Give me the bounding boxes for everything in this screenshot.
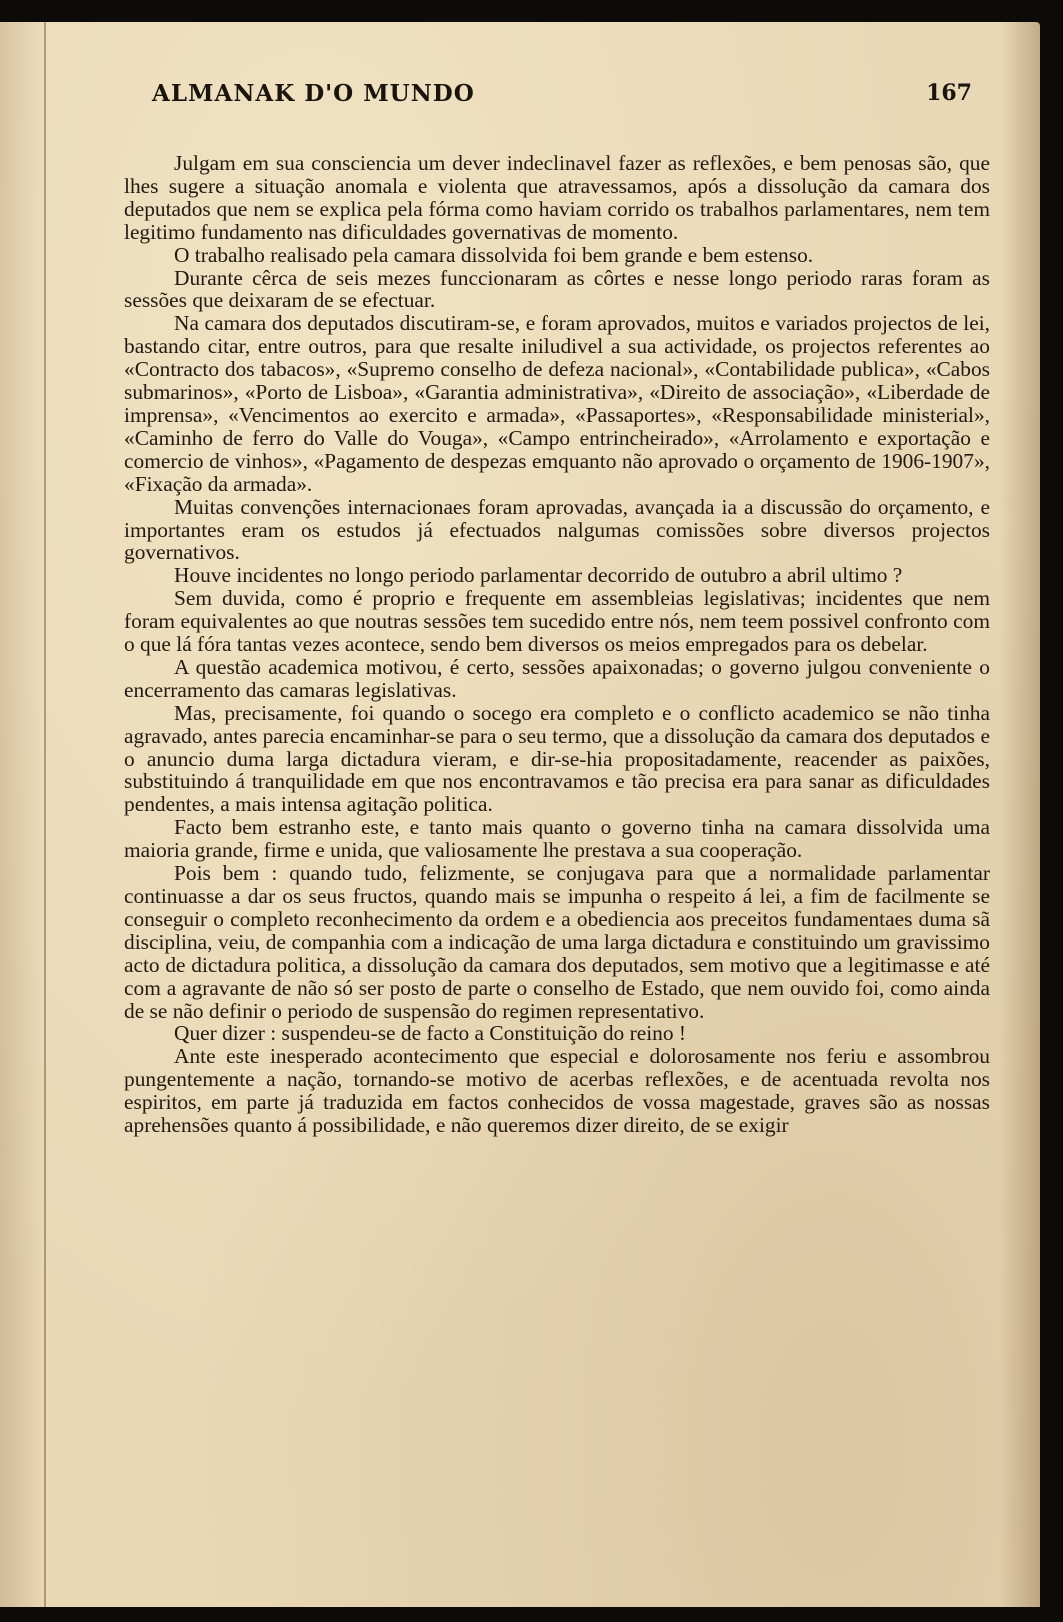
paragraph: Na camara dos deputados discutiram-se, e foram aprovados, muitos e variados projectos de lei, bastando citar, entre outros, para que resalte iniludivel a sua actividade, os projectos referentes ao «Contracto dos tabacos», «Supremo conselho de defeza nacional», «Contabilidade publica», «Cabos submarinos», «Porto de Lisboa», «Garantia administrativa», «Direito de associação», «Liberdade de imprensa», «Vencimentos ao exercito e armada», «Passaportes», «Responsabilidade ministerial», «Caminho de ferro do Valle do Vouga», «Campo entrincheirado», «Arrolamento e exportação e comercio de vinhos», «Pagamento de despezas emquanto não aprovado o orçamento de 1906-1907», «Fixação da armada».	[124, 311, 990, 496]
paragraph: Houve incidentes no longo periodo parlamentar decorrido de outubro a abril ultimo ?	[174, 563, 903, 588]
paragraph: Durante cêrca de seis mezes funccionaram as côrtes e nesse longo periodo raras foram as sessões que deixaram de se efectuar.	[124, 265, 990, 313]
page-edge-shadow	[1040, 22, 1063, 1607]
running-title: ALMANAK D'O MUNDO	[152, 80, 475, 107]
paragraph: Mas, precisamente, foi quando o socego era completo e o conflicto academico se não tinha agravado, antes parecia encaminhar-se para o seu termo, que a dissolução da camara dos deputados e o anuncio duma larga dictadura vieram, e dir-se-hia propositadamente, reacender as paixões, substituindo á tranquilidade em que nos encontravamos e tão precisa era para sanar as dificuldades pendentes, a mais intensa agitação politica.	[124, 700, 990, 817]
paragraph: O trabalho realisado pela camara dissolvida foi bem grande e bem estenso.	[174, 242, 814, 267]
paragraph: Ante este inesperado acontecimento que especial e dolorosamente nos feriu e assombrou pungentemente a nação, tornando-se motivo de acerbas reflexões, e de acentuada revolta nos espiritos, em parte já traduzida em factos conhecidos de vossa magestade, graves são as nossas aprehensões quanto á possibilidade, e não queremos dizer direito, de se exigir	[124, 1044, 990, 1138]
paragraph: Facto bem estranho este, e tanto mais quanto o governo tinha na camara dissolvida uma maioria grande, firme e unida, que valiosamente lhe prestava a sua cooperação.	[124, 815, 990, 863]
page-number: 167	[926, 80, 972, 106]
paragraph: Muitas convenções internacionaes foram aprovadas, avançada ia a discussão do orçamento, e importantes eram os estudos já efectuados nalgumas comissões sobre diversos projectos governativos.	[124, 494, 990, 565]
paragraph: Julgam em sua consciencia um dever indeclinavel fazer as reflexões, e bem penosas são, que lhes sugere a situação anomala e violenta que atravessamos, após a dissolução da camara dos deputados que nem se explica pela fórma como haviam corrido os trabalhos parlamentares, nem tem legitimo fundamento nas dificuldades governativas de momento.	[124, 151, 990, 244]
body-text	[124, 152, 990, 1137]
paragraph: Pois bem : quando tudo, felizmente, se conjugava para que a normalidade parlamentar continuasse a dar os seus fructos, quando mais se impunha o respeito á lei, a fim de facilmente se conseguir o completo reconhecimento da ordem e a obediencia aos preceitos fundamentaes duma sã disciplina, veiu, de companhia com a indicação de uma larga dictadura e constituindo um gravissimo acto de dictadura politica, a dissolução da camara dos deputados, sem motivo que a legitimasse e até com a agravante de não só ser posto de parte o conselho de Estado, que nem ouvido foi, como ainda de se não definir o periodo de suspensão do regimen representativo.	[124, 861, 990, 1023]
paragraph: Quer dizer : suspendeu-se de facto a Constituição do reino !	[174, 1021, 687, 1046]
page-gutter-line	[44, 22, 46, 1607]
paragraph: A questão academica motivou, é certo, sessões apaixonadas; o governo julgou conveniente o encerramento das camaras legislativas.	[124, 654, 990, 702]
running-head	[152, 80, 972, 114]
paragraph: Sem duvida, como é proprio e frequente em assembleias legislativas; incidentes que nem foram equivalentes ao que noutras sessões tem sucedido entre nós, nem teem possivel confronto com o que lá fóra tantas vezes acontece, sendo bem diversos os meios empregados para os debelar.	[124, 586, 990, 657]
